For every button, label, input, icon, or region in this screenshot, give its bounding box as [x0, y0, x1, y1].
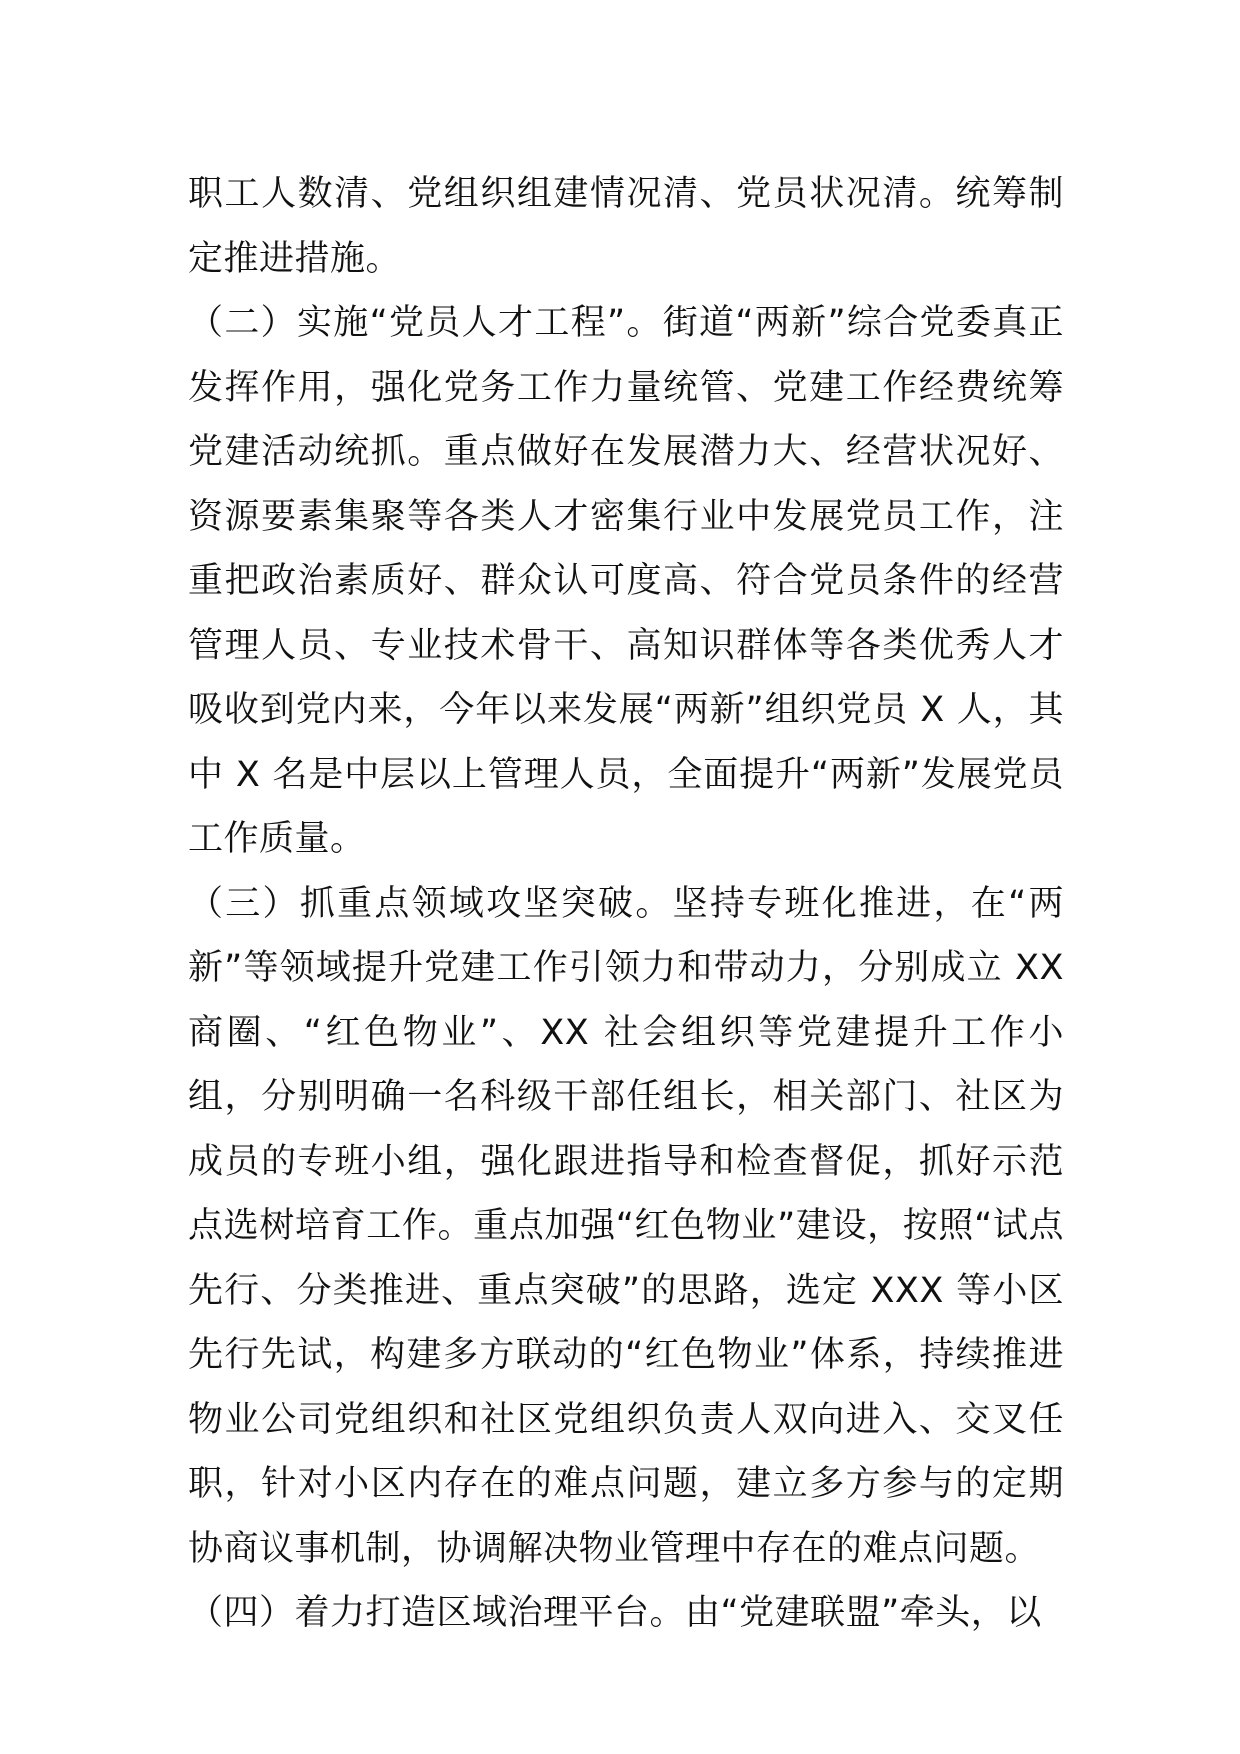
paragraph-key-areas: （三）抓重点领域攻坚突破。坚持专班化推进，在“两新”等领域提升党建工作引领力和带动力，分别成立 XX 商圈、“红色物业”、XX 社会组织等党建提升工作小组，分别明确一名科级干部任组长，相关部门、社区为成员的专班小组，强化跟进指导和检查督促，抓好示范点选树培育工作。重点加强“红色物业”建设，按照“试点先行、分类推进、重点突破”的思路，选定 XXX 等小区先行先试，构建多方联动的“红色物业”体系，持续推进物业公司党组织和社区党组织负责人双向进入、交叉任职，针对小区内存在的难点问题，建立多方参与的定期协商议事机制，协调解决物业管理中存在的难点问题。 — [188, 883, 1064, 1569]
paragraph-talent-project: （二）实施“党员人才工程”。街道“两新”综合党委真正发挥作用，强化党务工作力量统管、党建工作经费统筹党建活动统抓。重点做好在发展潜力大、经营状况好、资源要素集聚等各类人才密集行业中发展党员工作，注重把政治素质好、群众认可度高、符合党员条件的经营管理人员、专业技术骨干、高知识群体等各类优秀人才吸收到党内来，今年以来发展“两新”组织党员 X 人，其中 X 名是中层以上管理人员，全面提升“两新”发展党员工作质量。 — [188, 303, 1064, 859]
document-body — [188, 162, 1064, 1646]
paragraph-governance-platform: （四）着力打造区域治理平台。由“党建联盟”牵头，以 — [188, 1593, 1042, 1633]
paragraph-continuation: 职工人数清、党组织组建情况清、党员状况清。统筹制定推进措施。 — [188, 174, 1064, 279]
